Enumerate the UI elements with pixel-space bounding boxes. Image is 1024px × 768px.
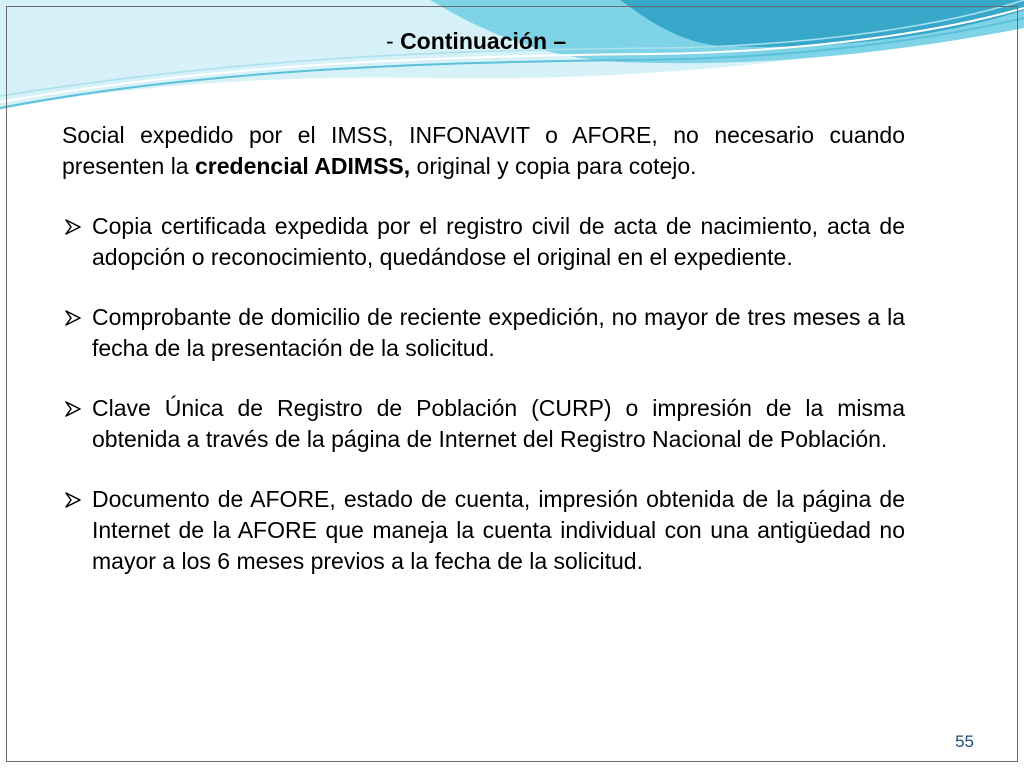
arrowhead-bullet-icon bbox=[64, 401, 82, 417]
page-number: 55 bbox=[955, 732, 974, 751]
intro-text-end: original y copia para cotejo. bbox=[410, 153, 697, 179]
intro-paragraph bbox=[62, 120, 905, 182]
intro-text-start: Social expedido por el IMSS, INFONAVIT o AFORE, no necesario cuando presenten la bbox=[62, 122, 905, 179]
list-item bbox=[62, 484, 905, 577]
arrowhead-bullet-icon bbox=[64, 219, 82, 235]
heading-title: Continuación – bbox=[400, 28, 567, 54]
arrowhead-bullet-icon bbox=[64, 492, 82, 508]
list-item bbox=[62, 211, 905, 273]
list-item-text: Copia certificada expedida por el registro civil de acta de nacimiento, acta de adopción o reconocimiento, quedándose el original en el expediente. bbox=[92, 213, 905, 270]
list-item bbox=[62, 393, 905, 455]
list-item-text: Documento de AFORE, estado de cuenta, impresión obtenida de la página de Internet de la AFORE que maneja la cuenta individual con una antigüedad no mayor a los 6 meses previos a la fecha de la solicitud. bbox=[92, 486, 905, 574]
list-item bbox=[62, 302, 905, 364]
slide-content bbox=[62, 120, 905, 606]
list-item-text: Comprobante de domicilio de reciente expedición, no mayor de tres meses a la fecha de la presentación de la solicitud. bbox=[92, 304, 905, 361]
header-wave-decoration bbox=[0, 0, 1024, 120]
slide-heading bbox=[386, 28, 566, 55]
list-item-text: Clave Única de Registro de Población (CURP) o impresión de la misma obtenida a través de la página de Internet del Registro Nacional de Población. bbox=[92, 395, 905, 452]
requirements-list bbox=[62, 211, 905, 577]
arrowhead-bullet-icon bbox=[64, 310, 82, 326]
heading-dash: - bbox=[386, 28, 401, 54]
intro-bold-text: credencial ADIMSS, bbox=[194, 153, 411, 179]
